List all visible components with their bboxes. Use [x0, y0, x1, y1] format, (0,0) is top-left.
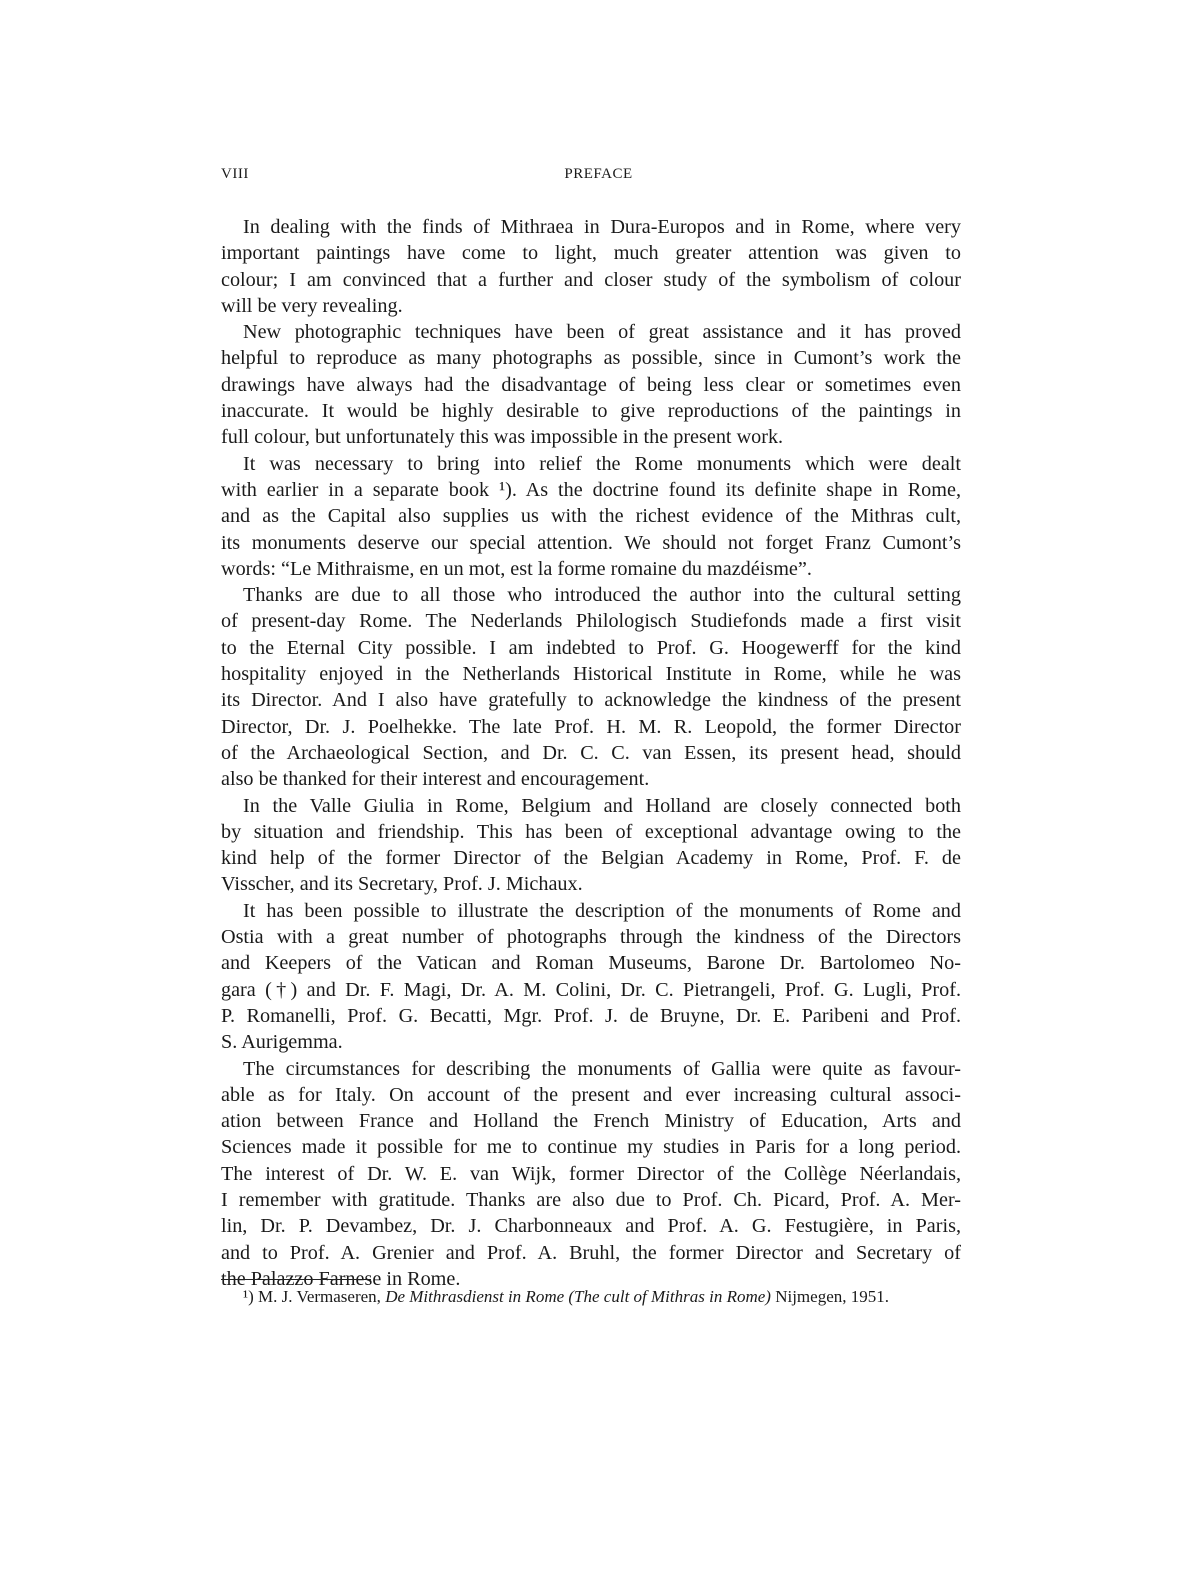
text-line: The interest of Dr. W. E. van Wijk, former Director of the Collège Néerlandais,: [221, 1162, 961, 1185]
text-line: inaccurate. It would be highly desirable to give reproductions of the paintings in: [221, 400, 961, 423]
footnote-title-dutch: De Mithrasdienst in Rome: [385, 1287, 565, 1306]
text-line: New photographic techniques have been of great assistance and it has proved: [243, 321, 961, 344]
text-line: helpful to reproduce as many photographs as possible, since in Cumont’s work the: [221, 347, 961, 370]
footnote: [243, 1287, 889, 1307]
text-line: I remember with gratitude. Thanks are also due to Prof. Ch. Picard, Prof. A. Mer-: [221, 1188, 961, 1211]
running-title: PREFACE: [564, 166, 633, 182]
text-line: will be very revealing.: [221, 294, 403, 317]
text-line: S. Aurigemma.: [221, 1031, 343, 1054]
text-line: The circumstances for describing the monuments of Gallia were quite as favour-: [243, 1057, 961, 1080]
text-line: colour; I am convinced that a further and closer study of the symbolism of colour: [221, 268, 961, 291]
text-line: full colour, but unfortunately this was impossible in the present work.: [221, 426, 784, 449]
text-line: the Palazzo Farnese in Rome.: [221, 1267, 461, 1290]
text-line: Director, Dr. J. Poelhekke. The late Prof. H. M. R. Leopold, the former Director: [221, 715, 961, 738]
text-line: It was necessary to bring into relief the Rome monuments which were dealt: [243, 452, 961, 475]
text-line: Thanks are due to all those who introduced the author into the cultural setting: [243, 584, 961, 607]
paragraph: [221, 793, 961, 898]
text-line: also be thanked for their interest and encouragement.: [221, 768, 650, 791]
text-line: Visscher, and its Secretary, Prof. J. Michaux.: [221, 873, 583, 896]
text-line: important paintings have come to light, much greater attention was given to: [221, 242, 961, 265]
text-line: and as the Capital also supplies us with the richest evidence of the Mithras cult,: [221, 505, 961, 528]
paragraph: [221, 319, 961, 450]
text-line: by situation and friendship. This has been of exceptional advantage owing to the: [221, 820, 961, 843]
paragraph: [221, 1056, 961, 1293]
text-line: Sciences made it possible for me to continue my studies in Paris for a long period.: [221, 1136, 961, 1159]
text-line: of present-day Rome. The Nederlands Philologisch Studiefonds made a first visit: [221, 610, 961, 633]
running-head: [221, 166, 976, 186]
text-line: hospitality enjoyed in the Netherlands Historical Institute in Rome, while he was: [221, 663, 961, 686]
text-line: of the Archaeological Section, and Dr. C. C. van Essen, its present head, should: [221, 741, 961, 764]
text-line: lin, Dr. P. Devambez, Dr. J. Charbonneaux and Prof. A. G. Festugière, in Paris,: [221, 1215, 961, 1238]
paragraph: [221, 898, 961, 1056]
text-line: gara (†) and Dr. F. Magi, Dr. A. M. Colini, Dr. C. Pietrangeli, Prof. G. Lugli, Prof.: [221, 978, 961, 1001]
text-line: In the Valle Giulia in Rome, Belgium and Holland are closely connected both: [243, 794, 961, 817]
text-line: to the Eternal City possible. I am indebted to Prof. G. Hoogewerff for the kind: [221, 636, 961, 659]
text-line: and to Prof. A. Grenier and Prof. A. Bruhl, the former Director and Secretary of: [221, 1241, 961, 1264]
footnote-publication: Nijmegen, 1951.: [775, 1287, 889, 1306]
paragraph: [221, 214, 961, 319]
text-line: It has been possible to illustrate the description of the monuments of Rome and: [243, 899, 961, 922]
text-line: with earlier in a separate book ¹). As the doctrine found its definite shape in Rome,: [221, 478, 961, 501]
text-line: ation between France and Holland the French Ministry of Education, Arts and: [221, 1110, 961, 1133]
text-line: able as for Italy. On account of the present and ever increasing cultural associ-: [221, 1083, 961, 1106]
paragraph: [221, 582, 961, 792]
footnote-author: M. J. Vermaseren,: [258, 1287, 381, 1306]
footnote-title-english: (The cult of Mithras in Rome): [568, 1287, 771, 1306]
text-line: its Director. And I also have gratefully to acknowledge the kindness of the present: [221, 689, 961, 712]
preface-body: [221, 214, 961, 1292]
page-number: VIII: [221, 166, 249, 182]
text-line: In dealing with the finds of Mithraea in Dura-Europos and in Rome, where very: [243, 216, 961, 238]
text-line: drawings have always had the disadvantage of being less clear or sometimes even: [221, 373, 961, 396]
text-line: words: “Le Mithraisme, en un mot, est la forme romaine du mazdéisme”.: [221, 557, 812, 580]
text-line: and Keepers of the Vatican and Roman Museums, Barone Dr. Bartolomeo No-: [221, 952, 961, 975]
footnote-divider: [221, 1279, 371, 1280]
text-line: its monuments deserve our special attention. We should not forget Franz Cumont’s: [221, 531, 961, 554]
text-line: kind help of the former Director of the Belgian Academy in Rome, Prof. F. de: [221, 847, 961, 870]
paragraph: [221, 451, 961, 582]
footnote-marker: ¹): [243, 1287, 254, 1306]
text-line: P. Romanelli, Prof. G. Becatti, Mgr. Prof. J. de Bruyne, Dr. E. Paribeni and Prof.: [221, 1004, 961, 1027]
text-line: Ostia with a great number of photographs through the kindness of the Directors: [221, 926, 961, 949]
